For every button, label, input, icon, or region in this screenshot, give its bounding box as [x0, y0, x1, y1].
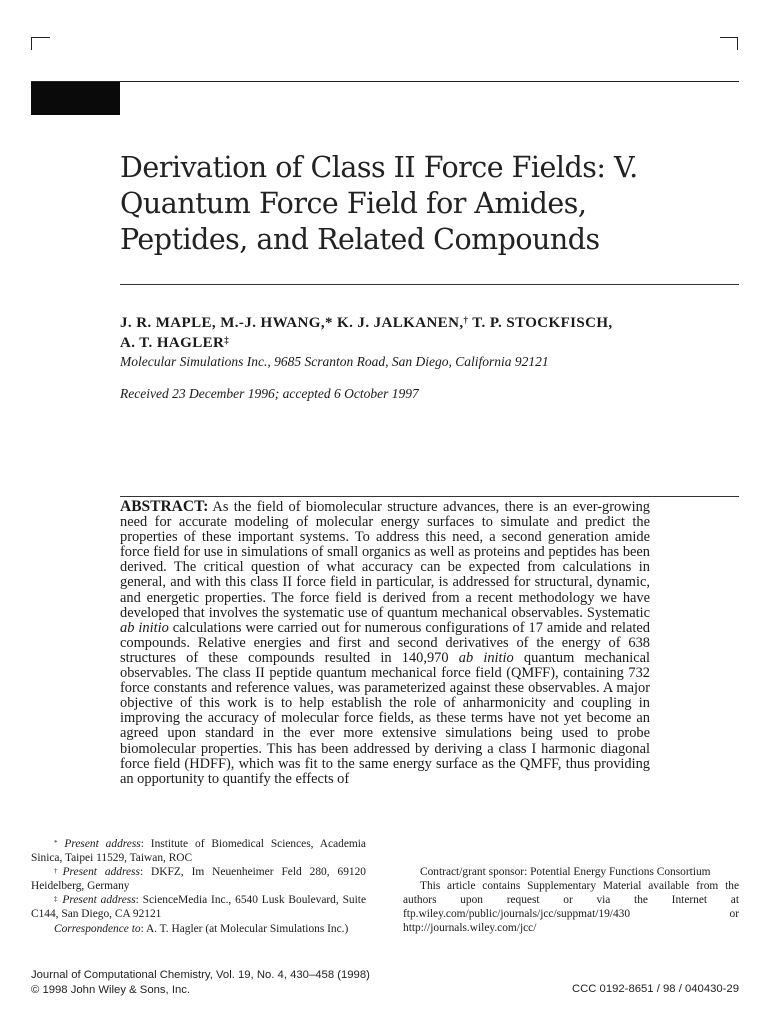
footnote-3 — [31, 893, 366, 921]
author-list — [120, 313, 740, 353]
footer-left — [31, 968, 370, 997]
title-line-2: Quantum Force Field for Amides, — [120, 187, 587, 220]
abstract-text-2: calculations were carried out for numerous configurations of 17 amide and related compounds. Relative energies and first and second derivatives of the energy of 638 structures of these compounds resulted in 140,970 — [120, 619, 650, 666]
footnote-1-mark: * — [54, 839, 58, 847]
abstract-text-1: As the field of biomolecular structure advances, there is an ever-growing need for accurate modeling of molecular energy surfaces to simulate and predict the properties of these important systems. To address this need, a second generation amide force field for use in simulations of small organics as well as proteins and peptides has been derived. The critical question of what accuracy can be expected from calculations in general, and with this class II force field in particular, is addressed for structural, dynamic, and energetic properties. The force field is derived from a recent methodology we have developed that involves the systematic use of quantum mechanical observables. Systematic — [120, 499, 650, 621]
received-dates: Received 23 December 1996; accepted 6 October 1997 — [120, 386, 419, 401]
crop-mark-top-right-horizontal — [720, 37, 738, 38]
footnote-1-label: Present address — [64, 838, 141, 850]
footnote-2-text: : DKFZ, Im Neuenheimer Feld 280, 69120 Heidelberg, Germany — [31, 866, 366, 893]
journal-citation: Journal of Computational Chemistry, Vol. 19, No. 4, 430–458 (1998) — [31, 969, 370, 981]
supplementary-note: This article contains Supplementary Material available from the authors upon request or via the Internet at ftp.wiley.com/public/journals/jcc/suppmat/19/430 or http://journals.wiley.com/jcc/ — [403, 880, 739, 935]
footnote-1 — [31, 837, 366, 865]
title-line-1: Derivation of Class II Force Fields: V. — [120, 151, 638, 184]
header-rule — [31, 81, 739, 82]
footnote-2-mark: † — [54, 867, 63, 876]
abstract — [120, 499, 650, 787]
crop-mark-top-left-vertical — [31, 37, 32, 50]
grant-sponsor: Contract/grant sponsor: Potential Energy Functions Consortium — [420, 866, 711, 878]
copyright: © 1998 John Wiley & Sons, Inc. — [31, 983, 191, 996]
footnote-2 — [31, 865, 366, 893]
section-marker-block — [31, 82, 120, 115]
title-rule — [120, 284, 739, 285]
crop-mark-top-right-vertical — [737, 37, 738, 50]
footnotes-left — [31, 837, 366, 936]
footnote-3-mark: ‡ — [54, 895, 59, 904]
title-line-3: Peptides, and Related Compounds — [120, 223, 600, 256]
footnote-correspondence — [31, 922, 366, 936]
footnotes-right — [403, 865, 739, 935]
crop-mark-top-left-horizontal — [31, 37, 50, 38]
author-hagler: A. T. HAGLER — [120, 335, 225, 351]
abstract-text-3: quantum mechanical observables. The class II peptide quantum mechanical force field (QMFF), containing 732 force constants and reference values, was parameterized against these observables. A major objective of this work is to help establish the role of anharmonicity and coupling in improving the accuracy of molecular force fields, as these terms have not yet become an agreed upon standard in the ever more extensive simulations being used to probe biomolecular properties. This has been addressed by deriving a class I harmonic diagonal force field (HDFF), which was fit to the same energy surface as the QMFF, thus providing an opportunity to quantify the effects of — [120, 649, 651, 787]
footnote-3-label: Present address — [62, 894, 136, 907]
correspondence-label: Correspondence to — [54, 922, 141, 935]
abstract-ab-initio-2: ab initio — [458, 649, 514, 666]
author-jalkanen-mark: † — [463, 315, 469, 325]
correspondence-text: : A. T. Hagler (at Molecular Simulations Inc.) — [140, 922, 349, 935]
author-stockfisch: T. P. STOCKFISCH, — [468, 315, 613, 331]
abstract-ab-initio-1: ab initio — [120, 619, 169, 636]
abstract-rule — [120, 496, 739, 497]
footnote-2-label: Present address — [62, 866, 140, 879]
footnote-3-text: : ScienceMedia Inc., 6540 Lusk Boulevard, Suite C144, San Diego, CA 92121 — [31, 894, 366, 921]
ccc-code: CCC 0192-8651 / 98 / 040430-29 — [571, 983, 739, 995]
footnote-1-text: : Institute of Biomedical Sciences, Academia Sinica, Taipei 11529, Taiwan, ROC — [31, 838, 366, 865]
footer-right — [572, 982, 739, 997]
abstract-label: ABSTRACT: — [120, 498, 209, 515]
article-title — [120, 150, 740, 258]
author-jalkanen: K. J. JALKANEN, — [337, 315, 464, 331]
author-maple: J. R. MAPLE, — [120, 315, 217, 331]
affiliation: Molecular Simulations Inc., 9685 Scranton Road, San Diego, California 92121 — [120, 354, 549, 369]
author-hagler-mark: ‡ — [224, 335, 230, 345]
author-hwang: M.-J. HWANG,* — [220, 315, 338, 331]
